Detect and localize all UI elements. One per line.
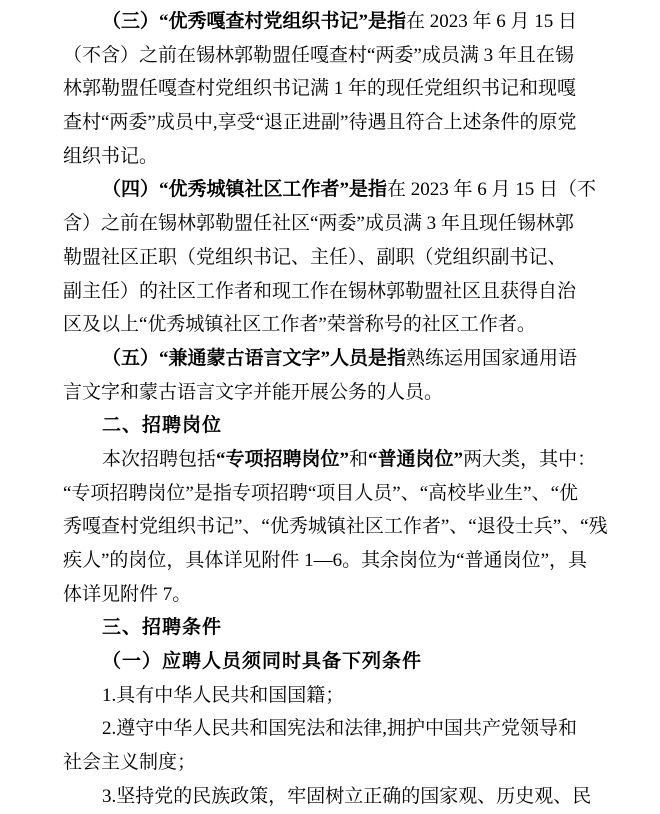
text-segment: 言文字和蒙古语言文字并能开展公务的人员。 <box>63 381 444 403</box>
text-segment: 副主任）的社区工作者和现工作在锡林郭勒盟社区且获得自治 <box>63 280 577 302</box>
text-line <box>63 207 640 241</box>
text-line <box>63 544 640 578</box>
bold-term-segment: （三）“优秀嘎查村党组织书记”是指 <box>102 11 407 32</box>
text-segment: 社会主义制度； <box>63 752 197 774</box>
text-segment: 疾人”的岗位，具体详见附件 1—6。其余岗位为“普通岗位”，具 <box>63 550 588 571</box>
text-line <box>63 72 640 106</box>
text-segment: 熟练运用国家通用语 <box>406 347 578 369</box>
text-line <box>63 611 640 645</box>
text-line <box>63 106 640 140</box>
text-line <box>63 578 640 612</box>
text-segment: 查村“两委”成员中,享受“退正进副”待遇且符合上述条件的原党 <box>63 112 577 134</box>
text-line <box>63 241 640 275</box>
text-segment: 2.遵守中华人民共和国宪法和法律,拥护中国共产党领导和 <box>102 718 578 740</box>
text-line <box>63 477 640 511</box>
bold-term-segment: “专项招聘岗位” <box>216 448 350 470</box>
text-line <box>63 510 640 544</box>
text-segment: 在 2023 年 6 月 15 日（不 <box>387 179 597 201</box>
text-line <box>63 679 640 713</box>
text-line <box>63 275 640 309</box>
text-line <box>63 5 640 39</box>
text-segment: 含）之前在锡林郭勒盟任社区“两委”成员满 3 年且现任锡林郭 <box>63 213 574 235</box>
text-segment: 秀嘎查村党组织书记”、“优秀城镇社区工作者”、“退役士兵”、“残 <box>63 516 608 538</box>
text-segment: 体详见附件 7。 <box>63 583 192 605</box>
bold-term-segment: （五）“兼通蒙古语言文字”人员是指 <box>102 347 407 369</box>
text-line <box>63 746 640 780</box>
text-segment: 和 <box>349 448 369 470</box>
text-line <box>63 376 640 410</box>
text-segment: 3.坚持党的民族政策，牢固树立正确的国家观、历史观、民 <box>102 785 592 807</box>
text-line <box>63 308 640 342</box>
text-line <box>63 173 640 207</box>
text-segment: 区及以上“优秀城镇社区工作者”荣誉称号的社区工作者。 <box>63 314 536 336</box>
text-segment: 组织书记。 <box>63 145 159 167</box>
sub-heading: （一）应聘人员须同时具备下列条件 <box>102 651 423 673</box>
text-line <box>63 645 640 679</box>
text-line <box>63 712 640 746</box>
text-line <box>63 780 640 814</box>
text-segment: 在 2023 年 6 月 15 日 <box>406 11 578 32</box>
text-line <box>63 342 640 376</box>
text-segment: 本次招聘包括 <box>102 448 217 470</box>
text-line <box>63 39 640 73</box>
bold-term-segment: “普通岗位” <box>368 448 464 470</box>
text-segment: 林郭勒盟任嘎查村党组织书记满 1 年的现任党组织书记和现嘎 <box>63 78 577 100</box>
text-line <box>63 443 640 477</box>
text-segment: 1.具有中华人民共和国国籍； <box>102 684 345 706</box>
text-segment: 勒盟社区正职（党组织书记、主任）、副职（党组织副书记、 <box>63 246 567 268</box>
section-heading: 二、招聘岗位 <box>102 415 223 437</box>
bold-term-segment: （四）“优秀城镇社区工作者”是指 <box>102 179 388 201</box>
text-segment: （不含）之前在锡林郭勒盟任嘎查村“两委”成员满 3 年且在锡 <box>63 44 574 66</box>
text-segment: 两大类，其中： <box>463 448 597 470</box>
text-line <box>63 140 640 174</box>
section-heading: 三、招聘条件 <box>102 617 223 639</box>
text-segment: “专项招聘岗位”是指专项招聘“项目人员”、“高校毕业生”、“优 <box>63 482 579 504</box>
text-line <box>63 409 640 443</box>
